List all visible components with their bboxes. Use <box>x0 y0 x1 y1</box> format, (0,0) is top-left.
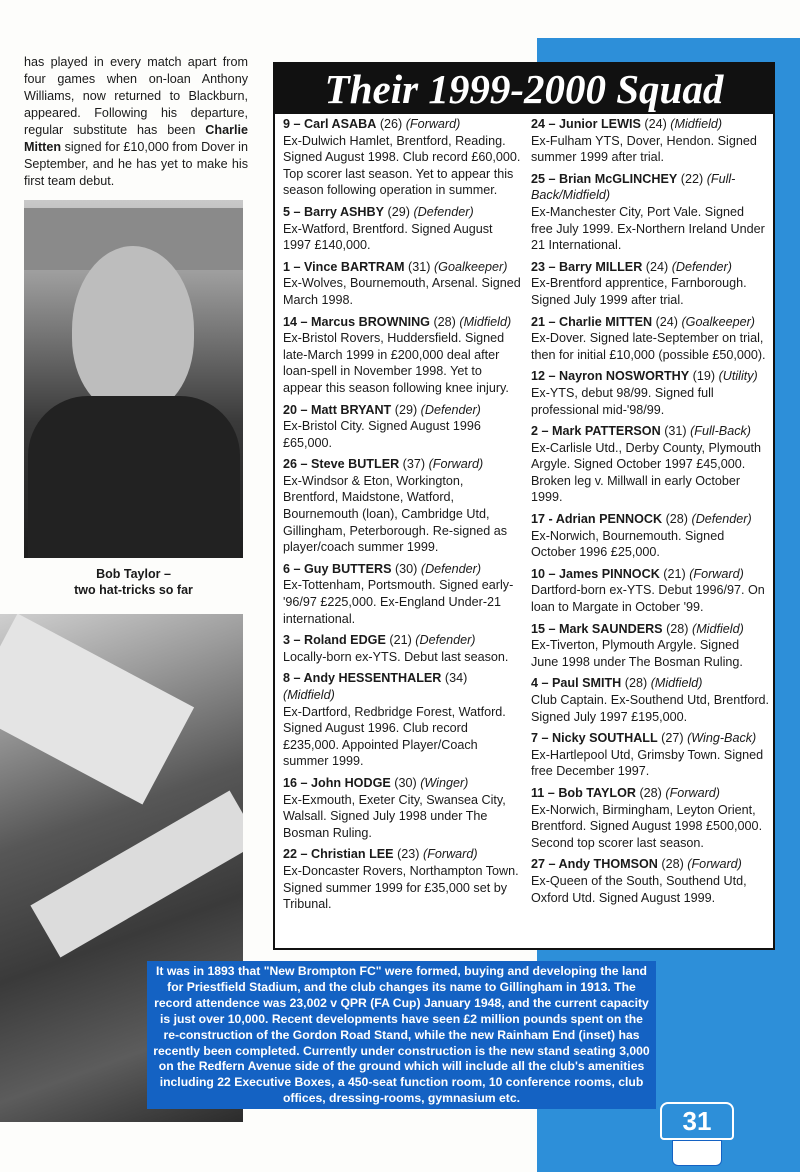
player-name: 27 – Andy THOMSON <box>531 857 658 872</box>
player-position: (Defender) <box>691 512 752 527</box>
player-position: (Winger) <box>420 775 469 790</box>
player-name: 12 – Nayron NOSWORTHY <box>531 369 690 384</box>
squad-title: Their 1999-2000 Squad <box>275 64 773 114</box>
stadium-info-box: It was in 1893 that "New Brompton FC" were formed, buying and developing the land for Priestfield Stadium, and the club changes its name to Gillingham in 1913. The record attendence was 23,002 v QPR (FA Cup) January 1948, and the current capacity is just over 10,000. Recent developments have seen £2 million pounds spent on the re-construction of the Gordon Road Stand, while the new Rainham End (inset) has recently been completed. Currently under construction is the new stand seating 3,000 on the Redfern Avenue side of the ground which will include all the club's amenities including 22 Executive Boxes, a 450-seat function room, 10 conference rooms, club offices, dressing-rooms, gymnasium etc. <box>147 961 656 1109</box>
player-details: Ex-Norwich, Bournemouth. Signed October 1996 £25,000. <box>531 528 725 560</box>
player-position: (Midfield) <box>283 688 335 702</box>
player-position: (Forward) <box>687 857 742 872</box>
player-entry <box>283 846 521 912</box>
player-age: (28) <box>635 785 666 800</box>
player-name: 25 – Brian McGLINCHEY <box>531 171 678 186</box>
player-details: Locally-born ex-YTS. Debut last season. <box>283 649 509 664</box>
player-age: (19) <box>689 369 719 384</box>
player-age: (29) <box>391 402 421 417</box>
player-details: Ex-Fulham YTS, Dover, Hendon. Signed summer 1999 after trial. <box>531 133 757 165</box>
player-name: 24 – Junior LEWIS <box>531 117 641 131</box>
intro-text-1: has played in every match apart from four games when on-loan Anthony Williams, now returned to Blackburn, appeared. Following his departure, regular substitute has been <box>24 55 248 137</box>
player-entry <box>531 171 769 254</box>
player-position: (Midfield) <box>670 117 723 131</box>
player-entry <box>283 670 521 770</box>
player-entry <box>531 621 769 671</box>
player-age: (27) <box>657 731 688 746</box>
player-age: (30) <box>390 775 421 790</box>
caption-line-2: two hat-tricks so far <box>74 583 193 597</box>
player-entry <box>283 561 521 627</box>
player-entry <box>283 402 521 452</box>
player-age: (24) <box>652 314 682 329</box>
photo-stand <box>30 791 243 958</box>
player-details: Club Captain. Ex-Southend Utd, Brentford. Signed July 1997 £195,000. <box>531 693 770 724</box>
intro-player-name: Charlie Mitten <box>24 123 248 154</box>
player-position: (Defender) <box>413 204 474 219</box>
player-age: (31) <box>404 259 434 274</box>
player-name: 1 – Vince BARTRAM <box>283 259 405 274</box>
player-entry <box>531 675 769 725</box>
player-age: (28) <box>657 857 688 872</box>
player-entry <box>531 511 769 561</box>
player-entry <box>531 368 769 418</box>
intro-text-2: signed for £10,000 from Dover in September, and he has yet to make his first team debut. <box>24 140 248 188</box>
intro-paragraph <box>24 54 248 190</box>
player-name: 4 – Paul SMITH <box>531 676 622 691</box>
player-details: Ex-Watford, Brentford. Signed August 1997 £140,000. <box>283 221 493 253</box>
photo-player-shirt <box>28 396 240 558</box>
player-entry <box>531 856 769 906</box>
player-details: Ex-Queen of the South, Southend Utd, Oxford Utd. Signed August 1999. <box>531 873 747 905</box>
player-details: Ex-Norwich, Birmingham, Leyton Orient, Brentford. Signed August 1998 £500,000. Second top scorer last season. <box>531 802 763 850</box>
player-entry <box>531 566 769 616</box>
player-details: Ex-Dartford, Redbridge Forest, Watford. Signed August 1996. Club record £235,000. Appointed Player/Coach summer 1999. <box>283 704 506 769</box>
player-position: (Forward) <box>428 457 484 472</box>
squad-list-box <box>273 62 775 950</box>
player-details: Ex-Dulwich Hamlet, Brentford, Reading. Signed August 1998. Club record £60,000. Top scorer last season. Yet to appear this season following operation in summer. <box>283 133 521 198</box>
player-age: (28) <box>662 621 692 636</box>
player-name: 9 – Carl ASABA <box>283 117 377 131</box>
player-name: 5 – Barry ASHBY <box>283 204 385 219</box>
player-position: (Forward) <box>405 117 461 131</box>
player-name: 3 – Roland EDGE <box>283 633 386 648</box>
player-entry <box>531 423 769 506</box>
player-age: (24) <box>640 117 671 131</box>
player-name: 7 – Nicky SOUTHALL <box>531 731 658 746</box>
player-entry <box>531 730 769 780</box>
player-entry <box>283 456 521 556</box>
player-age: (29) <box>384 204 414 219</box>
player-details: Ex-Manchester City, Port Vale. Signed free July 1999. Ex-Northern Ireland Under 21 International. <box>531 204 765 253</box>
shorts-icon <box>672 1140 722 1166</box>
player-details: Ex-Carlisle Utd., Derby County, Plymouth Argyle. Signed October 1997 £45,000. Broken leg v. Millwall in early October 1999. <box>531 440 762 505</box>
player-entry <box>283 775 521 841</box>
page-number-badge <box>658 1100 736 1168</box>
player-details: Ex-Brentford apprentice, Farnborough. Signed July 1999 after trial. <box>531 276 747 307</box>
player-entry <box>283 204 521 254</box>
player-entry <box>531 259 769 309</box>
player-position: (Utility) <box>718 369 758 384</box>
player-details: Ex-Wolves, Bournemouth, Arsenal. Signed March 1998. <box>283 276 521 307</box>
player-name: 15 – Mark SAUNDERS <box>531 621 663 636</box>
player-name: 6 – Guy BUTTERS <box>283 561 392 576</box>
player-details: Ex-Bristol Rovers, Huddersfield. Signed late-March 1999 in £200,000 deal after loan-spell in November 1998. Yet to appear this season following knee injury. <box>283 331 509 395</box>
player-age: (34) <box>441 671 468 686</box>
player-details: Ex-Bristol City. Signed August 1996 £65,000. <box>283 419 481 450</box>
player-name: 8 – Andy HESSENTHALER <box>283 671 442 686</box>
squad-column-right <box>531 116 769 911</box>
player-details: Ex-Dover. Signed late-September on trial, then for initial £10,000 (possible £50,000). <box>531 331 766 362</box>
player-position: (Defender) <box>671 259 732 274</box>
player-position: (Midfield) <box>650 676 703 691</box>
player-age: (26) <box>376 117 406 131</box>
player-age: (31) <box>660 424 691 439</box>
player-name: 22 – Christian LEE <box>283 847 394 862</box>
player-position: (Wing-Back) <box>687 731 757 746</box>
player-age: (37) <box>399 457 429 472</box>
player-age: (23) <box>393 847 423 862</box>
photo-caption <box>24 566 243 598</box>
player-entry <box>283 632 521 665</box>
player-name: 14 – Marcus BROWNING <box>283 314 430 329</box>
player-age: (22) <box>677 171 707 186</box>
player-entry <box>531 785 769 851</box>
player-position: (Forward) <box>423 847 478 862</box>
player-entry <box>283 116 521 199</box>
player-photo-bob-taylor <box>24 200 243 558</box>
player-name: 21 – Charlie MITTEN <box>531 314 653 329</box>
player-position: (Forward) <box>689 566 744 581</box>
player-age: (21) <box>659 566 690 581</box>
player-age: (21) <box>385 633 416 648</box>
photo-player-face <box>72 246 194 414</box>
player-name: 23 – Barry MILLER <box>531 259 643 274</box>
caption-line-1: Bob Taylor – <box>96 567 171 581</box>
player-details: Ex-Windsor & Eton, Workington, Brentford, Maidstone, Watford, Bournemouth (loan), Cambridge Utd, Gillingham, Peterborough. Re-signed as player/coach summer 1999. <box>283 473 508 555</box>
player-name: 26 – Steve BUTLER <box>283 457 400 472</box>
player-details: Ex-Tottenham, Portsmouth. Signed early-'96/97 £225,000. Ex-England Under-21 international. <box>283 578 514 626</box>
player-position: (Midfield) <box>459 314 512 329</box>
player-name: 2 – Mark PATTERSON <box>531 424 661 439</box>
player-name: 17 - Adrian PENNOCK <box>531 512 663 527</box>
player-entry <box>531 314 769 364</box>
player-position: (Defender) <box>420 561 482 576</box>
player-age: (28) <box>621 676 651 691</box>
player-details: Ex-Doncaster Rovers, Northampton Town. Signed summer 1999 for £35,000 set by Tribunal. <box>283 863 519 912</box>
player-details: Ex-YTS, debut 98/99. Signed full professional mid-'98/99. <box>531 385 714 417</box>
player-position: (Goalkeeper) <box>681 314 755 329</box>
player-entry <box>531 116 769 166</box>
player-position: (Forward) <box>665 785 720 800</box>
player-position: (Defender) <box>420 402 481 417</box>
player-position: (Full-Back/Midfield) <box>531 171 736 203</box>
player-entry <box>283 314 521 397</box>
page-number: 31 <box>682 1106 712 1136</box>
player-position: (Goalkeeper) <box>433 259 508 274</box>
player-age: (30) <box>391 561 421 576</box>
player-position: (Full-Back) <box>690 424 751 439</box>
photo-stand-roof <box>0 614 194 805</box>
player-age: (28) <box>662 512 692 527</box>
player-age: (28) <box>429 314 460 329</box>
player-details: Ex-Hartlepool Utd, Grimsby Town. Signed free December 1997. <box>531 747 764 779</box>
player-position: (Midfield) <box>692 621 744 636</box>
player-name: 11 – Bob TAYLOR <box>531 785 636 800</box>
player-position: (Defender) <box>415 633 476 648</box>
player-entry <box>283 259 521 309</box>
player-details: Dartford-born ex-YTS. Debut 1996/97. On loan to Margate in October '99. <box>531 583 765 615</box>
player-name: 16 – John HODGE <box>283 775 391 790</box>
player-age: (24) <box>642 259 672 274</box>
player-details: Ex-Tiverton, Plymouth Argyle. Signed June 1998 under The Bosman Ruling. <box>531 638 743 669</box>
player-name: 10 – James PINNOCK <box>531 566 660 581</box>
player-name: 20 – Matt BRYANT <box>283 402 392 417</box>
player-details: Ex-Exmouth, Exeter City, Swansea City, Walsall. Signed July 1998 under The Bosman Ruling. <box>283 792 506 840</box>
squad-column-left <box>283 116 521 918</box>
